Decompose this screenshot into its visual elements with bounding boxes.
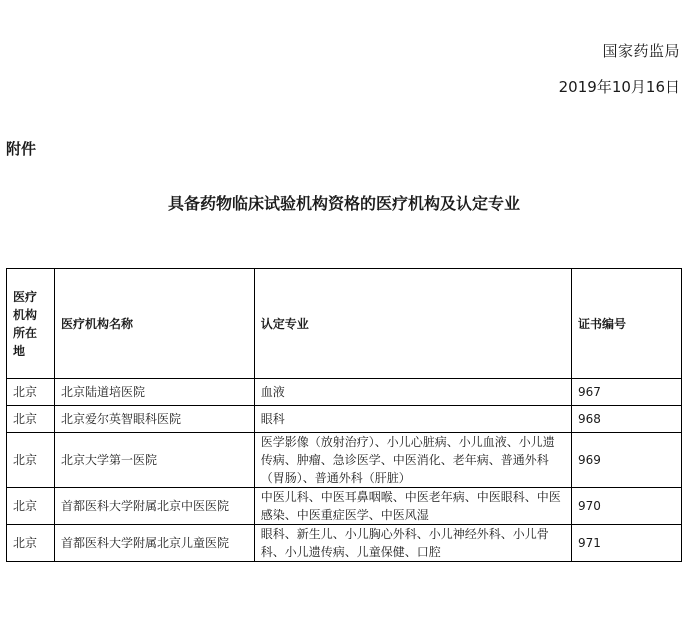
- cell-certificate-number: 971: [571, 525, 681, 562]
- header-institution-name: 医疗机构名称: [55, 269, 255, 379]
- header-specialties: 认定专业: [254, 269, 571, 379]
- document-title: 具备药物临床试验机构资格的医疗机构及认定专业: [167, 194, 520, 213]
- cell-certificate-number: 968: [571, 406, 681, 433]
- table-row: [7, 433, 682, 488]
- cell-location: 北京: [7, 525, 55, 562]
- table-row: [7, 379, 682, 406]
- cell-specialties: 中医儿科、中医耳鼻咽喉、中医老年病、中医眼科、中医感染、中医重症医学、中医风湿: [254, 488, 571, 525]
- cell-certificate-number: 970: [571, 488, 681, 525]
- header-location: 医疗机构所在地: [7, 269, 55, 379]
- cell-specialties: 医学影像（放射治疗）、小儿心脏病、小儿血液、小儿遗传病、肿瘤、急诊医学、中医消化、老年病、普通外科（胃肠）、普通外科（肝脏）: [254, 433, 571, 488]
- institution-table: [6, 268, 682, 562]
- cell-certificate-number: 969: [571, 433, 681, 488]
- header-certificate-number: 证书编号: [571, 269, 681, 379]
- cell-specialties: 眼科、新生儿、小儿胸心外科、小儿神经外科、小儿骨科、小儿遗传病、儿童保健、口腔: [254, 525, 571, 562]
- table-row: [7, 406, 682, 433]
- cell-location: 北京: [7, 379, 55, 406]
- cell-institution-name: 北京爱尔英智眼科医院: [55, 406, 255, 433]
- table-header-row: [7, 269, 682, 379]
- cell-institution-name: 北京陆道培医院: [55, 379, 255, 406]
- cell-location: 北京: [7, 488, 55, 525]
- cell-institution-name: 首都医科大学附属北京中医医院: [55, 488, 255, 525]
- table-row: [7, 525, 682, 562]
- cell-location: 北京: [7, 406, 55, 433]
- issue-date: 2019年10月16日: [558, 78, 680, 96]
- issuing-authority: 国家药监局: [602, 42, 680, 60]
- cell-location: 北京: [7, 433, 55, 488]
- cell-institution-name: 首都医科大学附属北京儿童医院: [55, 525, 255, 562]
- attachment-label: 附件: [6, 140, 37, 158]
- cell-specialties: 血液: [254, 379, 571, 406]
- cell-institution-name: 北京大学第一医院: [55, 433, 255, 488]
- cell-specialties: 眼科: [254, 406, 571, 433]
- cell-certificate-number: 967: [571, 379, 681, 406]
- table-row: [7, 488, 682, 525]
